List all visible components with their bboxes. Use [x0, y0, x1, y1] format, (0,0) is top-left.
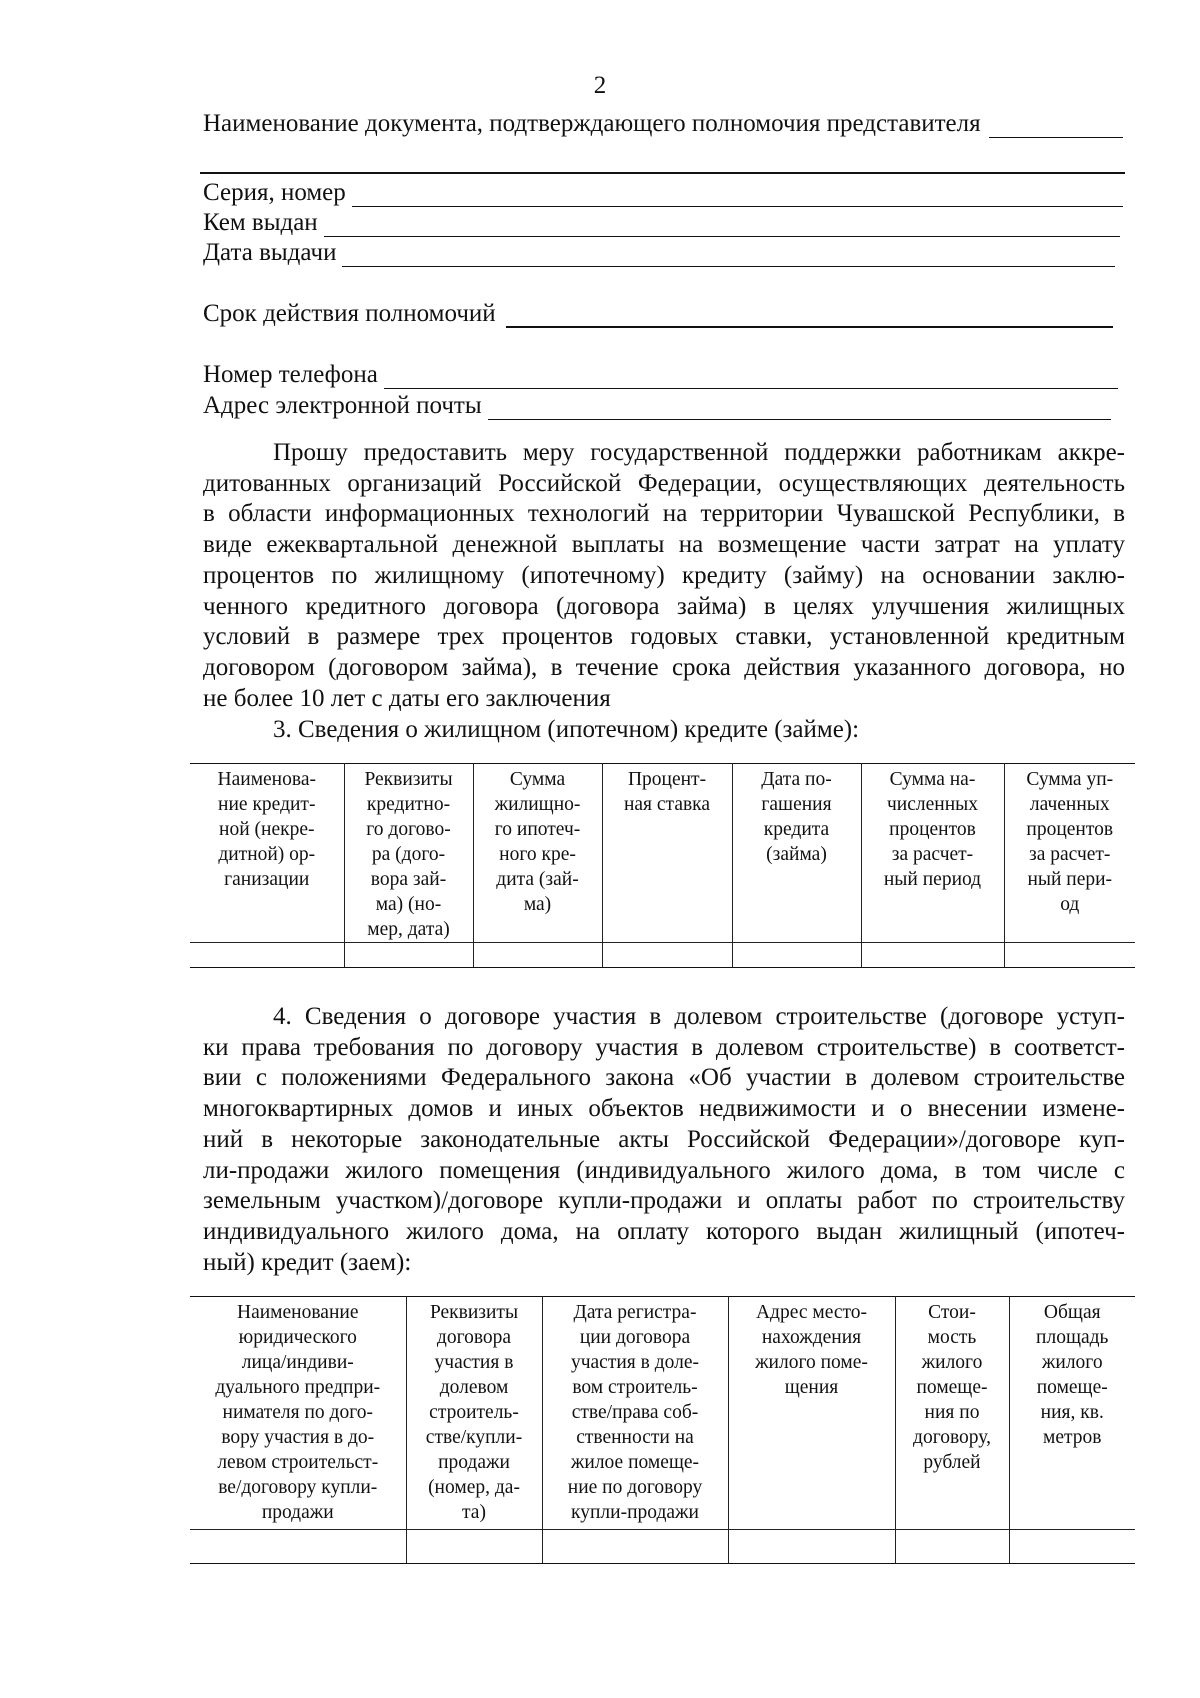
table-header-line: ный период — [883, 869, 982, 890]
table-header-line: договору, — [913, 1427, 991, 1448]
document-name-blank[interactable] — [989, 115, 1123, 138]
table-header-line: юридического — [238, 1327, 357, 1348]
paragraph-line: виде ежеквартальной денежной выплаты на возмещение части затрат на уплату — [203, 531, 1125, 559]
table-input-cell[interactable] — [473, 943, 602, 968]
email-blank[interactable] — [488, 397, 1111, 420]
document-name-continuation-line[interactable] — [200, 172, 1125, 174]
table-header-line: за расчет- — [1029, 844, 1111, 865]
series-number-label: Серия, номер — [203, 179, 346, 206]
table-header-line: ма) (но- — [375, 894, 442, 915]
contract-info-table — [190, 1296, 1135, 1564]
table-header-line: помеще- — [1036, 1377, 1108, 1398]
paragraph-line: дитованных организаций Российской Федерации, осуществляющих деятельность — [203, 469, 1125, 497]
table-input-cell[interactable] — [728, 1530, 895, 1564]
table-header-line: щения — [784, 1377, 839, 1398]
table-header-line: ние по договору — [567, 1477, 703, 1498]
table-header-line: стве/купли- — [425, 1427, 523, 1448]
table-header-row — [190, 764, 1135, 943]
table-header-line: лаченных — [1029, 794, 1110, 815]
table-header-line: ная ставка — [623, 794, 711, 815]
issued-by-label: Кем выдан — [203, 209, 318, 236]
table-input-cell[interactable] — [861, 943, 1004, 968]
table-header-cell — [542, 1297, 728, 1530]
table-header-line: помеще- — [916, 1377, 988, 1398]
table-header-cell — [190, 1297, 406, 1530]
table-header-line: кредитно- — [366, 794, 451, 815]
table-header-line: Реквизиты — [429, 1302, 519, 1323]
table-header-line: кредита — [763, 819, 830, 840]
table-header-line: ра (дого- — [371, 844, 446, 865]
table-header-line: Сумма уп- — [1026, 769, 1114, 790]
table-header-line: ганизации — [224, 869, 310, 890]
table-header-line: та) — [462, 1502, 486, 1523]
table-header-line: продажи — [438, 1452, 510, 1473]
table-header-line: вору участия в до- — [221, 1427, 375, 1448]
table-input-cell[interactable] — [895, 1530, 1009, 1564]
table-header-line: (номер, да- — [428, 1477, 520, 1498]
paragraph-line: не более 10 лет с даты его заключения — [203, 684, 611, 712]
phone-label: Номер телефона — [203, 361, 378, 388]
table-header-line: ственности на — [576, 1427, 694, 1448]
table-header-line: ции договора — [579, 1327, 691, 1348]
paragraph-line: ли-продажи жилого помещения (индивидуального жилого дома, в том числе с — [203, 1156, 1125, 1184]
table-header-line: дита (зай- — [496, 869, 579, 890]
table-header-line: вом строитель- — [572, 1377, 698, 1398]
series-number-blank[interactable] — [352, 184, 1123, 207]
paragraph-line: ний в некоторые законодательные акты Российской Федерации»/договоре куп- — [203, 1125, 1125, 1153]
issued-by-blank[interactable] — [324, 214, 1120, 237]
table-input-cell[interactable] — [1009, 1530, 1135, 1564]
table-header-cell — [473, 764, 602, 943]
table-header-line: Реквизиты — [364, 769, 453, 790]
issued-by-field — [203, 207, 1120, 237]
table-header-line: за расчет- — [891, 844, 974, 865]
table-header-line: жилого — [921, 1352, 983, 1373]
table-header-cell — [1009, 1297, 1135, 1530]
table-input-cell[interactable] — [406, 1530, 542, 1564]
paragraph-line: ки права требования по договору участия в долевом строительстве) в соответст- — [203, 1033, 1125, 1061]
issue-date-field — [203, 237, 1115, 267]
table-header-line: Сумма на- — [889, 769, 976, 790]
table-header-line: ния по — [924, 1402, 980, 1423]
table-header-line: площадь — [1036, 1327, 1109, 1348]
page-number: 2 — [593, 72, 607, 99]
table-header-line: ный пери- — [1027, 869, 1113, 890]
paragraph-line: Прошу предоставить меру государственной поддержки работникам аккре- — [273, 439, 1125, 466]
table-header-cell — [861, 764, 1004, 943]
paragraph-line: вии с положениями Федерального закона «Об участии в долевом строительстве — [203, 1064, 1125, 1092]
request-paragraph — [203, 438, 1125, 714]
validity-field — [203, 298, 1113, 328]
paragraph-line: процентов по жилищному (ипотечному) кредиту (займу) на основании заклю- — [203, 561, 1125, 589]
table-header-line: Общая — [1043, 1302, 1101, 1323]
table-header-line: гашения — [761, 794, 832, 815]
issue-date-blank[interactable] — [342, 244, 1115, 267]
table-header-line: вора зай- — [370, 869, 447, 890]
table-header-line: ного кре- — [499, 844, 576, 865]
series-number-field — [203, 177, 1123, 207]
issue-date-label: Дата выдачи — [203, 239, 337, 266]
loan-info-table — [190, 763, 1135, 968]
validity-blank[interactable] — [506, 304, 1113, 328]
paragraph-line: индивидуального жилого дома, на оплату которого выдан жилищный (ипотеч- — [203, 1217, 1125, 1245]
table-header-line: жилое помеще- — [570, 1452, 700, 1473]
table-header-line: продажи — [261, 1502, 334, 1523]
table-header-line: строитель- — [429, 1402, 519, 1423]
paragraph-line: ченного кредитного договора (договора займа) в целях улучшения жилищных — [203, 592, 1125, 620]
email-label: Адрес электронной почты — [203, 392, 482, 419]
table-header-line: Сумма — [509, 769, 566, 790]
table-header-line: го ипотеч- — [494, 819, 581, 840]
table-header-line: договора — [436, 1327, 512, 1348]
table-header-row — [190, 1297, 1135, 1530]
table-header-line: (займа) — [766, 844, 827, 865]
table-header-line: Дата по- — [761, 769, 832, 790]
table-header-line: лица/индиви- — [241, 1352, 354, 1373]
table-header-line: Адрес место- — [755, 1302, 868, 1323]
table-header-line: дуального предпри- — [215, 1377, 381, 1398]
table-header-cell — [190, 764, 344, 943]
paragraph-line: ный) кредит (заем): — [203, 1248, 412, 1276]
table-header-line: жилого поме- — [755, 1352, 868, 1373]
document-name-field — [203, 108, 1123, 138]
table-header-line: дитной) ор- — [218, 844, 316, 865]
table-header-cell — [732, 764, 861, 943]
phone-field — [203, 359, 1118, 389]
paragraph-line: земельным участком)/договоре купли-продажи и оплаты работ по строительству — [203, 1187, 1125, 1215]
table-header-line: ния, кв. — [1040, 1402, 1104, 1423]
phone-blank[interactable] — [384, 366, 1118, 389]
table-header-line: ма) — [523, 894, 552, 915]
table-header-cell — [1004, 764, 1135, 943]
table-header-line: Стои- — [928, 1302, 976, 1323]
table-input-cell[interactable] — [1004, 943, 1135, 968]
table-header-line: Наименова- — [217, 769, 316, 790]
paragraph-line: в области информационных технологий на территории Чувашской Республики, в — [203, 500, 1125, 528]
table-header-cell — [728, 1297, 895, 1530]
email-field — [203, 390, 1111, 420]
table-header-line: мость — [927, 1327, 977, 1348]
table-header-line: го догово- — [366, 819, 451, 840]
table-header-line: Процент- — [627, 769, 707, 790]
table-header-line: стве/права соб- — [571, 1402, 699, 1423]
table-header-line: ной (некре- — [219, 819, 315, 840]
table-header-line: нахождения — [761, 1327, 862, 1348]
table-header-cell — [895, 1297, 1009, 1530]
table-header-line: долевом — [439, 1377, 509, 1398]
table-header-line: участия в доле- — [570, 1352, 700, 1373]
table-header-line: рублей — [923, 1452, 981, 1473]
table-header-cell — [344, 764, 473, 943]
paragraph-line: 4. Сведения о договоре участия в долевом строительстве (договоре уступ- — [273, 1003, 1125, 1030]
table-data-row — [190, 1530, 1135, 1564]
table-input-cell[interactable] — [732, 943, 861, 968]
table-input-cell[interactable] — [602, 943, 732, 968]
table-header-line: од — [1060, 894, 1080, 915]
table-header-line: мер, дата) — [367, 919, 450, 940]
document-name-label: Наименование документа, подтверждающего полномочия представителя — [203, 110, 981, 137]
section-3-heading: 3. Сведения о жилищном (ипотечном) кредите (займе): — [273, 716, 860, 743]
table-header-line: жилого — [1041, 1352, 1103, 1373]
table-input-cell[interactable] — [190, 1530, 406, 1564]
table-header-line: нимателя по дого- — [222, 1402, 373, 1423]
table-header-line: Дата регистра- — [573, 1302, 697, 1323]
table-header-line: участия в — [434, 1352, 514, 1373]
table-header-line: численных — [886, 794, 978, 815]
table-header-line: левом строительст- — [217, 1452, 379, 1473]
table-header-line: метров — [1043, 1427, 1102, 1448]
table-header-line: купли-продажи — [571, 1502, 699, 1523]
table-input-cell[interactable] — [190, 943, 344, 968]
table-header-line: ве/договору купли- — [218, 1477, 378, 1498]
table-header-line: процентов — [889, 819, 976, 840]
table-input-cell[interactable] — [542, 1530, 728, 1564]
table-header-line: Наименование — [237, 1302, 359, 1323]
section-4-paragraph — [203, 1002, 1125, 1278]
paragraph-line: многоквартирных домов и иных объектов недвижимости и о внесении измене- — [203, 1095, 1125, 1123]
table-input-cell[interactable] — [344, 943, 473, 968]
table-header-line: ние кредит- — [218, 794, 316, 815]
table-data-row — [190, 943, 1135, 968]
table-header-line: процентов — [1026, 819, 1114, 840]
paragraph-line: договором (договором займа), в течение срока действия указанного договора, но — [203, 653, 1125, 681]
table-header-cell — [602, 764, 732, 943]
paragraph-line: условий в размере трех процентов годовых ставки, установленной кредитным — [203, 623, 1125, 651]
validity-label: Срок действия полномочий — [203, 300, 496, 327]
table-header-cell — [406, 1297, 542, 1530]
table-header-line: жилищно- — [494, 794, 581, 815]
